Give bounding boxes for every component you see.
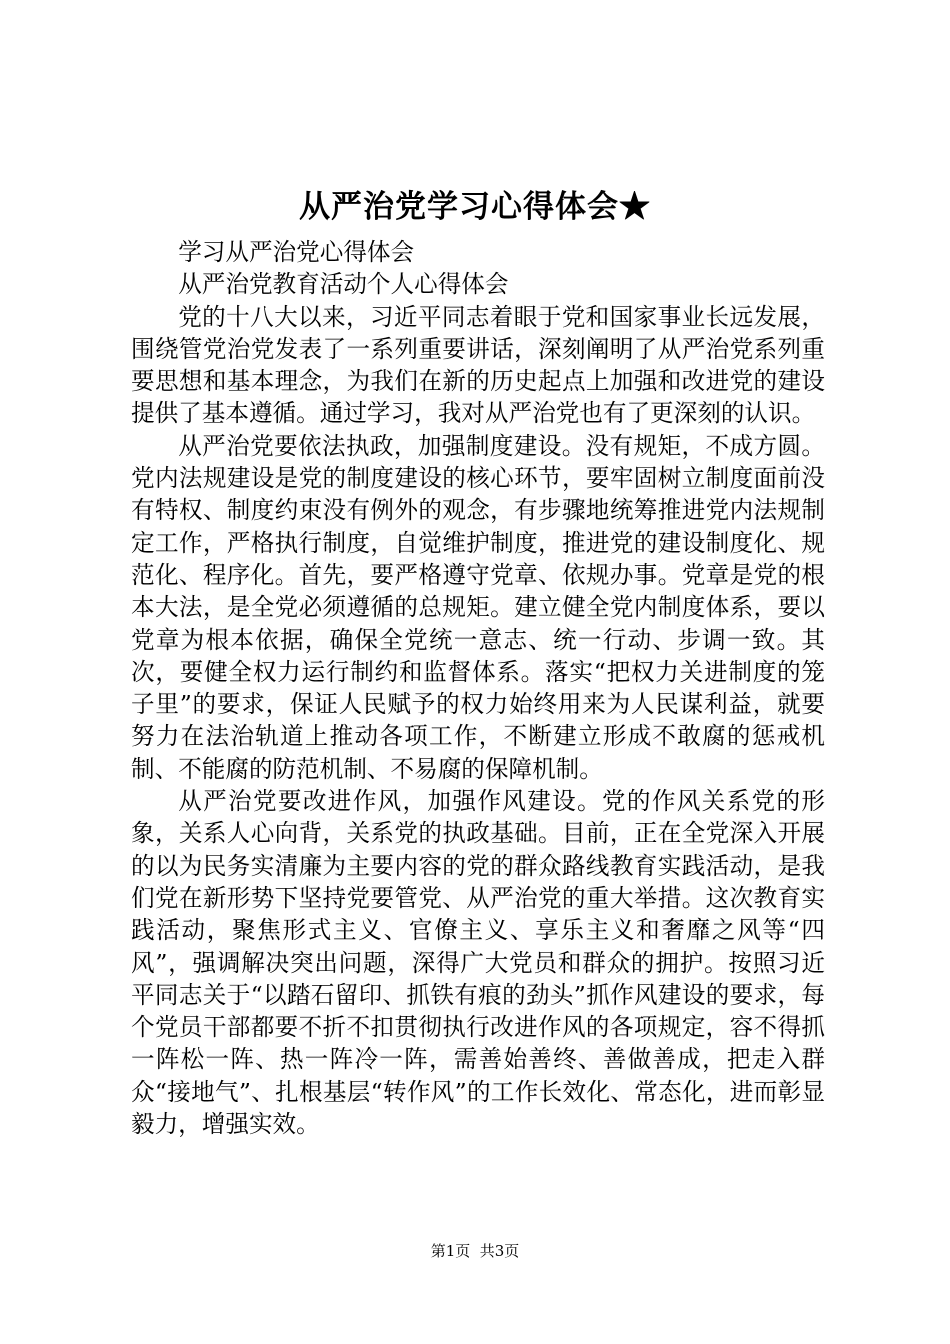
paragraph-work-style: 从严治党要改进作风，加强作风建设。党的作风关系党的形象，关系人心向背，关系党的执政基础。目前，正在全党深入开展的以为民务实清廉为主要内容的党的群众路线教育实践活动，是我们党在新形势下坚持党要管党、从严治党的重大举措。这次教育实践活动，聚焦形式主义、官僚主义、享乐主义和奢靡之风等“四风”，强调解决突出问题，深得广大党员和群众的拥护。按照习近平同志关于“以踏石留印、抓铁有痕的劲头”抓作风建设的要求，每个党员干部都要不折不扣贯彻执行改进作风的各项规定，容不得抓一阵松一阵、热一阵冷一阵，需善始善终、善做善成，把走入群众“接地气”、扎根基层“转作风”的工作长效化、常态化，进而彰显毅力，增强实效。: [131, 787, 825, 1139]
document-title: 从严治党学习心得体会★: [299, 189, 651, 225]
document-body: [131, 236, 825, 1140]
paragraph-subtitle-2: 从严治党教育活动个人心得体会: [178, 270, 509, 299]
paragraph-rule-of-law: 从严治党要依法执政，加强制度建设。没有规矩，不成方圆。党内法规建设是党的制度建设的核心环节，要牢固树立制度面前没有特权、制度约束没有例外的观念，有步骤地统筹推进党内法规制定工作，严格执行制度，自觉维护制度，推进党的建设制度化、规范化、程序化。首先，要严格遵守党章、依规办事。党章是党的根本大法，是全党必须遵循的总规矩。建立健全党内制度体系，要以党章为根本依据，确保全党统一意志、统一行动、步调一致。其次，要健全权力运行制约和监督体系。落实“把权力关进制度的笼子里”的要求，保证人民赋予的权力始终用来为人民谋利益，就要努力在法治轨道上推动各项工作，不断建立形成不敢腐的惩戒机制、不能腐的防范机制、不易腐的保障机制。: [131, 431, 825, 783]
paragraph-subtitle-1: 学习从严治党心得体会: [178, 238, 415, 266]
page-number-footer: 第1页 共3页: [430, 1242, 520, 1260]
paragraph-intro: 党的十八大以来，习近平同志着眼于党和国家事业长远发展，围绕管党治党发表了一系列重要讲话，深刻阐明了从严治党系列重要思想和基本理念，为我们在新的历史起点上加强和改进党的建设提供了基本遵循。通过学习，我对从严治党也有了更深刻的认识。: [131, 302, 825, 428]
